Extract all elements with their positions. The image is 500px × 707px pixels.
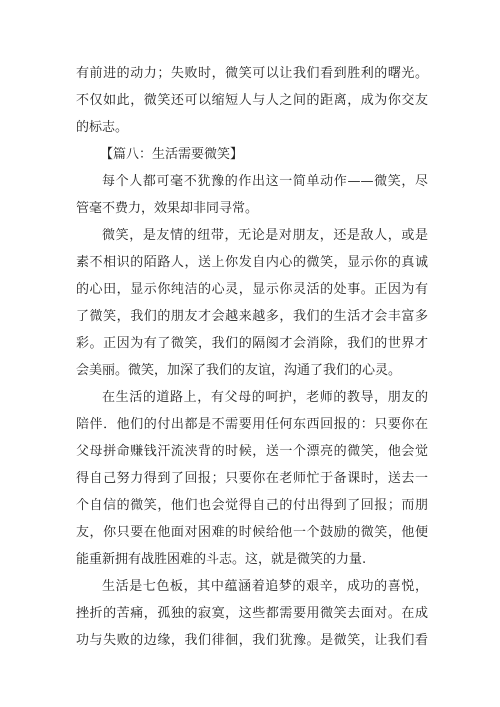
paragraph-first-line: 在生活的道路上，有父母的呵护，老师的教导，朋友的 xyxy=(102,390,428,405)
text-line: 功与失败的边缘，我们徘徊，我们犹豫。是微笑，让我们看 xyxy=(76,633,428,648)
text-line: 有前进的动力；失败时，微笑可以让我们看到胜利的曙光。 xyxy=(76,66,428,81)
text-line: 得自己努力得到了回报；只要你在老师忙于备课时，送去一 xyxy=(76,471,428,486)
section-heading: 【篇八：生活需要微笑】 xyxy=(100,147,244,162)
text-line: 能重新拥有战胜困难的斗志。这，就是微笑的力量. xyxy=(76,552,367,567)
text-line: 会美丽。微笑，加深了我们的友谊，沟通了我们的心灵。 xyxy=(76,363,402,378)
text-line: 了微笑，我们的朋友才会越来越多，我们的生活才会丰富多 xyxy=(76,309,428,324)
text-line: 管毫不费力，效果却非同寻常。 xyxy=(76,201,259,216)
paragraph-first-line: 生活是七色板，其中蕴涵着追梦的艰辛，成功的喜悦， xyxy=(102,579,428,594)
text-line: 父母拼命赚钱汗流浃背的时候，送一个漂亮的微笑，他会觉 xyxy=(76,444,428,459)
text-line: 素不相识的陌路人，送上你发自内心的微笑，显示你的真诚 xyxy=(76,255,428,270)
text-line: 不仅如此，微笑还可以缩短人与人之间的距离，成为你交友 xyxy=(76,93,428,108)
text-line: 个自信的微笑，他们也会觉得自己的付出得到了回报；而朋 xyxy=(76,498,428,513)
text-line: 挫折的苦痛，孤独的寂寞，这些都需要用微笑去面对。在成 xyxy=(76,606,428,621)
text-line: 陪伴．他们的付出都是不需要用任何东西回报的：只要你在 xyxy=(76,417,428,432)
text-line: 的心田，显示你纯洁的心灵，显示你灵活的处事。正因为有 xyxy=(76,282,428,297)
paragraph-first-line: 微笑，是友情的纽带，无论是对朋友，还是敌人，或是 xyxy=(102,228,428,243)
text-line: 友，你只要在他面对困难的时候给他一个鼓励的微笑，他便 xyxy=(76,525,428,540)
text-line: 的标志。 xyxy=(76,120,129,135)
paragraph-first-line: 每个人都可毫不犹豫的作出这一简单动作——微笑，尽 xyxy=(102,174,428,189)
text-line: 彩。正因为有了微笑，我们的隔阂才会消除，我们的世界才 xyxy=(76,336,428,351)
